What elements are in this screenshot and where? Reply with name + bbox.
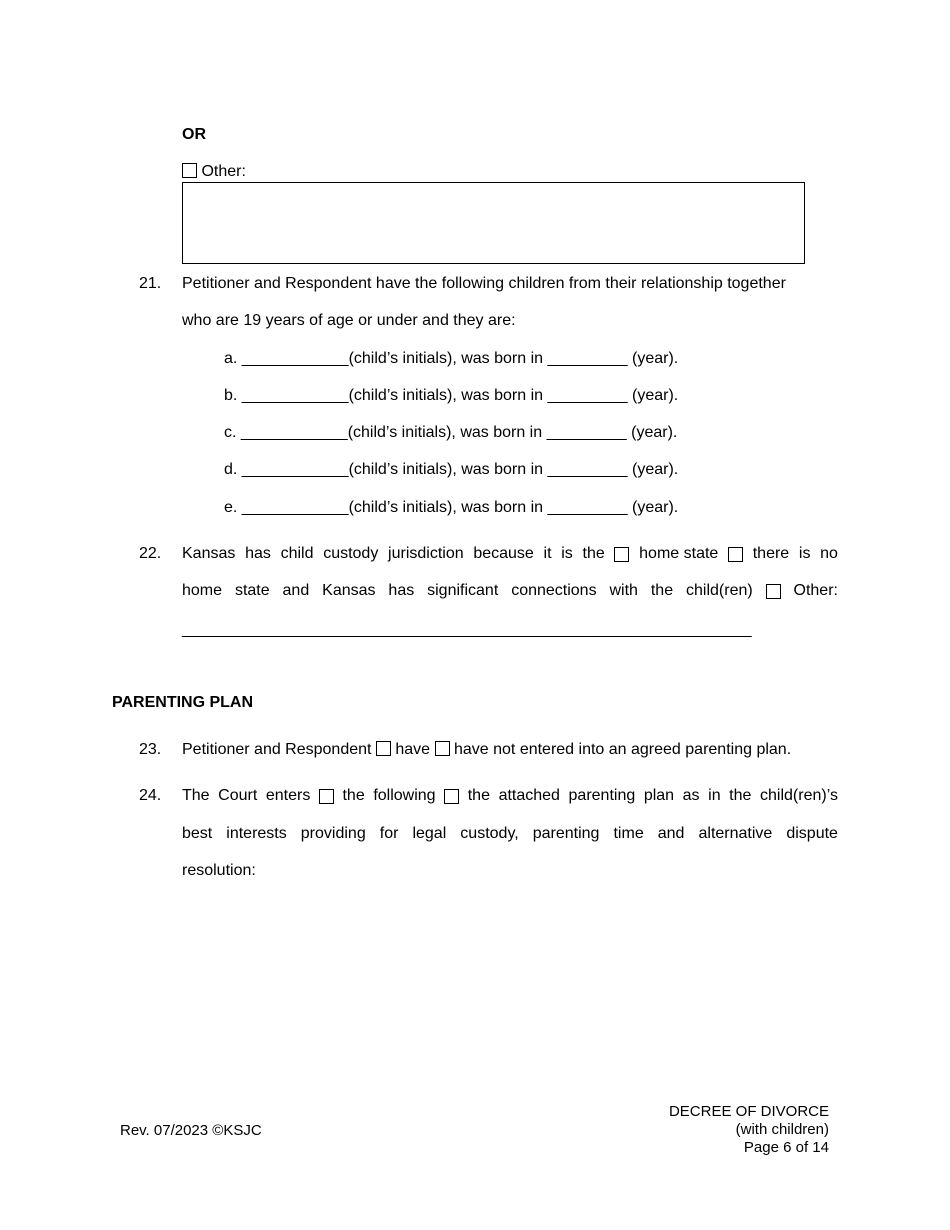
word: parenting (568, 787, 636, 804)
word: has (245, 545, 271, 562)
home-state-checkbox[interactable] (614, 547, 629, 562)
word: and (282, 582, 310, 599)
child-letter: c. (224, 424, 237, 441)
word: the (729, 787, 752, 804)
item-22-line1 (182, 544, 838, 564)
word: as (682, 787, 700, 804)
word: the (582, 545, 605, 562)
word: no (820, 545, 838, 562)
word: there (752, 545, 790, 562)
word: the (467, 787, 490, 804)
have-checkbox[interactable] (376, 741, 391, 756)
word: and (657, 825, 685, 842)
no-home-state-checkbox[interactable] (728, 547, 743, 562)
word: is (798, 545, 811, 562)
word: child (280, 545, 314, 562)
child-entry (224, 460, 678, 480)
item-23-text: Petitioner and Respondent (182, 741, 372, 758)
other-checkbox[interactable] (182, 163, 197, 178)
child-entry (224, 423, 677, 443)
item-24-number: 24. (139, 787, 162, 804)
word: is (561, 545, 573, 562)
item-24-line3: resolution: (182, 862, 256, 879)
or-heading: OR (182, 126, 206, 143)
word: attached (498, 787, 560, 804)
child-entry (224, 386, 678, 406)
have-label: have (395, 741, 431, 758)
word: child(ren)’s (760, 787, 838, 804)
child-letter: e. (224, 499, 238, 516)
word: in (708, 787, 721, 804)
child-letter: d. (224, 461, 238, 478)
word: interests (226, 825, 287, 842)
word: legal (412, 825, 447, 842)
home-state-label: home state (639, 545, 719, 562)
child-letter: b. (224, 387, 238, 404)
word: plan (643, 787, 675, 804)
word: jurisdiction (388, 545, 464, 562)
footer-doc-title: DECREE OF DIVORCE (668, 1103, 829, 1120)
word: because (473, 545, 534, 562)
word: following (373, 787, 436, 804)
footer-page-number: Page 6 of 14 (743, 1139, 829, 1156)
word: has (388, 582, 415, 599)
word: significant (427, 582, 499, 599)
footer-doc-subtitle: (with children) (735, 1121, 829, 1138)
item-22-line2 (182, 581, 838, 601)
child-text[interactable]: ____________(child’s initials), was born in _________ (year). (240, 424, 678, 441)
child-text[interactable]: ____________(child’s initials), was born in _________ (year). (241, 387, 679, 404)
child-text[interactable]: ____________(child’s initials), was born in _________ (year). (241, 350, 679, 367)
word: Court (218, 787, 258, 804)
word: dispute (786, 825, 838, 842)
word: connections (511, 582, 597, 599)
word: child(ren) (686, 582, 753, 599)
item-23-line (182, 740, 791, 760)
have-not-label: have not entered into an agreed parenting plan. (453, 741, 792, 758)
word: Kansas (182, 545, 236, 562)
word: The (182, 787, 210, 804)
word: time (613, 825, 644, 842)
word: the (650, 582, 674, 599)
word: home (182, 582, 223, 599)
word: it (543, 545, 552, 562)
child-letter: a. (224, 350, 238, 367)
word: Kansas (322, 582, 376, 599)
item-21-number: 21. (139, 275, 162, 292)
other-option (182, 162, 246, 182)
following-plan-checkbox[interactable] (319, 789, 334, 804)
jurisdiction-other-label: Other: (793, 582, 838, 599)
item-21-line2: who are 19 years of age or under and they are: (182, 312, 516, 329)
footer-revision: Rev. 07/2023 ©KSJC (120, 1122, 262, 1139)
section-heading-parenting-plan: PARENTING PLAN (112, 694, 254, 711)
child-entry (224, 349, 678, 369)
word: custody, (460, 825, 519, 842)
word: best (182, 825, 213, 842)
child-entry (224, 498, 678, 518)
word: custody (323, 545, 379, 562)
other-text-box[interactable] (182, 182, 805, 264)
item-21-line1: Petitioner and Respondent have the following children from their relationship together (182, 275, 786, 292)
item-24-line2 (182, 824, 838, 844)
jurisdiction-other-blank[interactable]: ________________________________________________________________ (182, 621, 752, 638)
word: providing (300, 825, 366, 842)
word: with (609, 582, 638, 599)
word: enters (265, 787, 311, 804)
other-label: Other: (201, 163, 246, 180)
word: for (379, 825, 399, 842)
jurisdiction-other-checkbox[interactable] (766, 584, 781, 599)
child-text[interactable]: ____________(child’s initials), was born in _________ (year). (241, 461, 679, 478)
word: state (234, 582, 270, 599)
attached-plan-checkbox[interactable] (444, 789, 459, 804)
word: the (342, 787, 365, 804)
have-not-checkbox[interactable] (435, 741, 450, 756)
item-22-number: 22. (139, 545, 162, 562)
word: alternative (698, 825, 773, 842)
word: parenting (532, 825, 600, 842)
child-text[interactable]: ____________(child’s initials), was born in _________ (year). (241, 499, 679, 516)
item-24-line1 (182, 786, 838, 806)
item-23-number: 23. (139, 741, 162, 758)
